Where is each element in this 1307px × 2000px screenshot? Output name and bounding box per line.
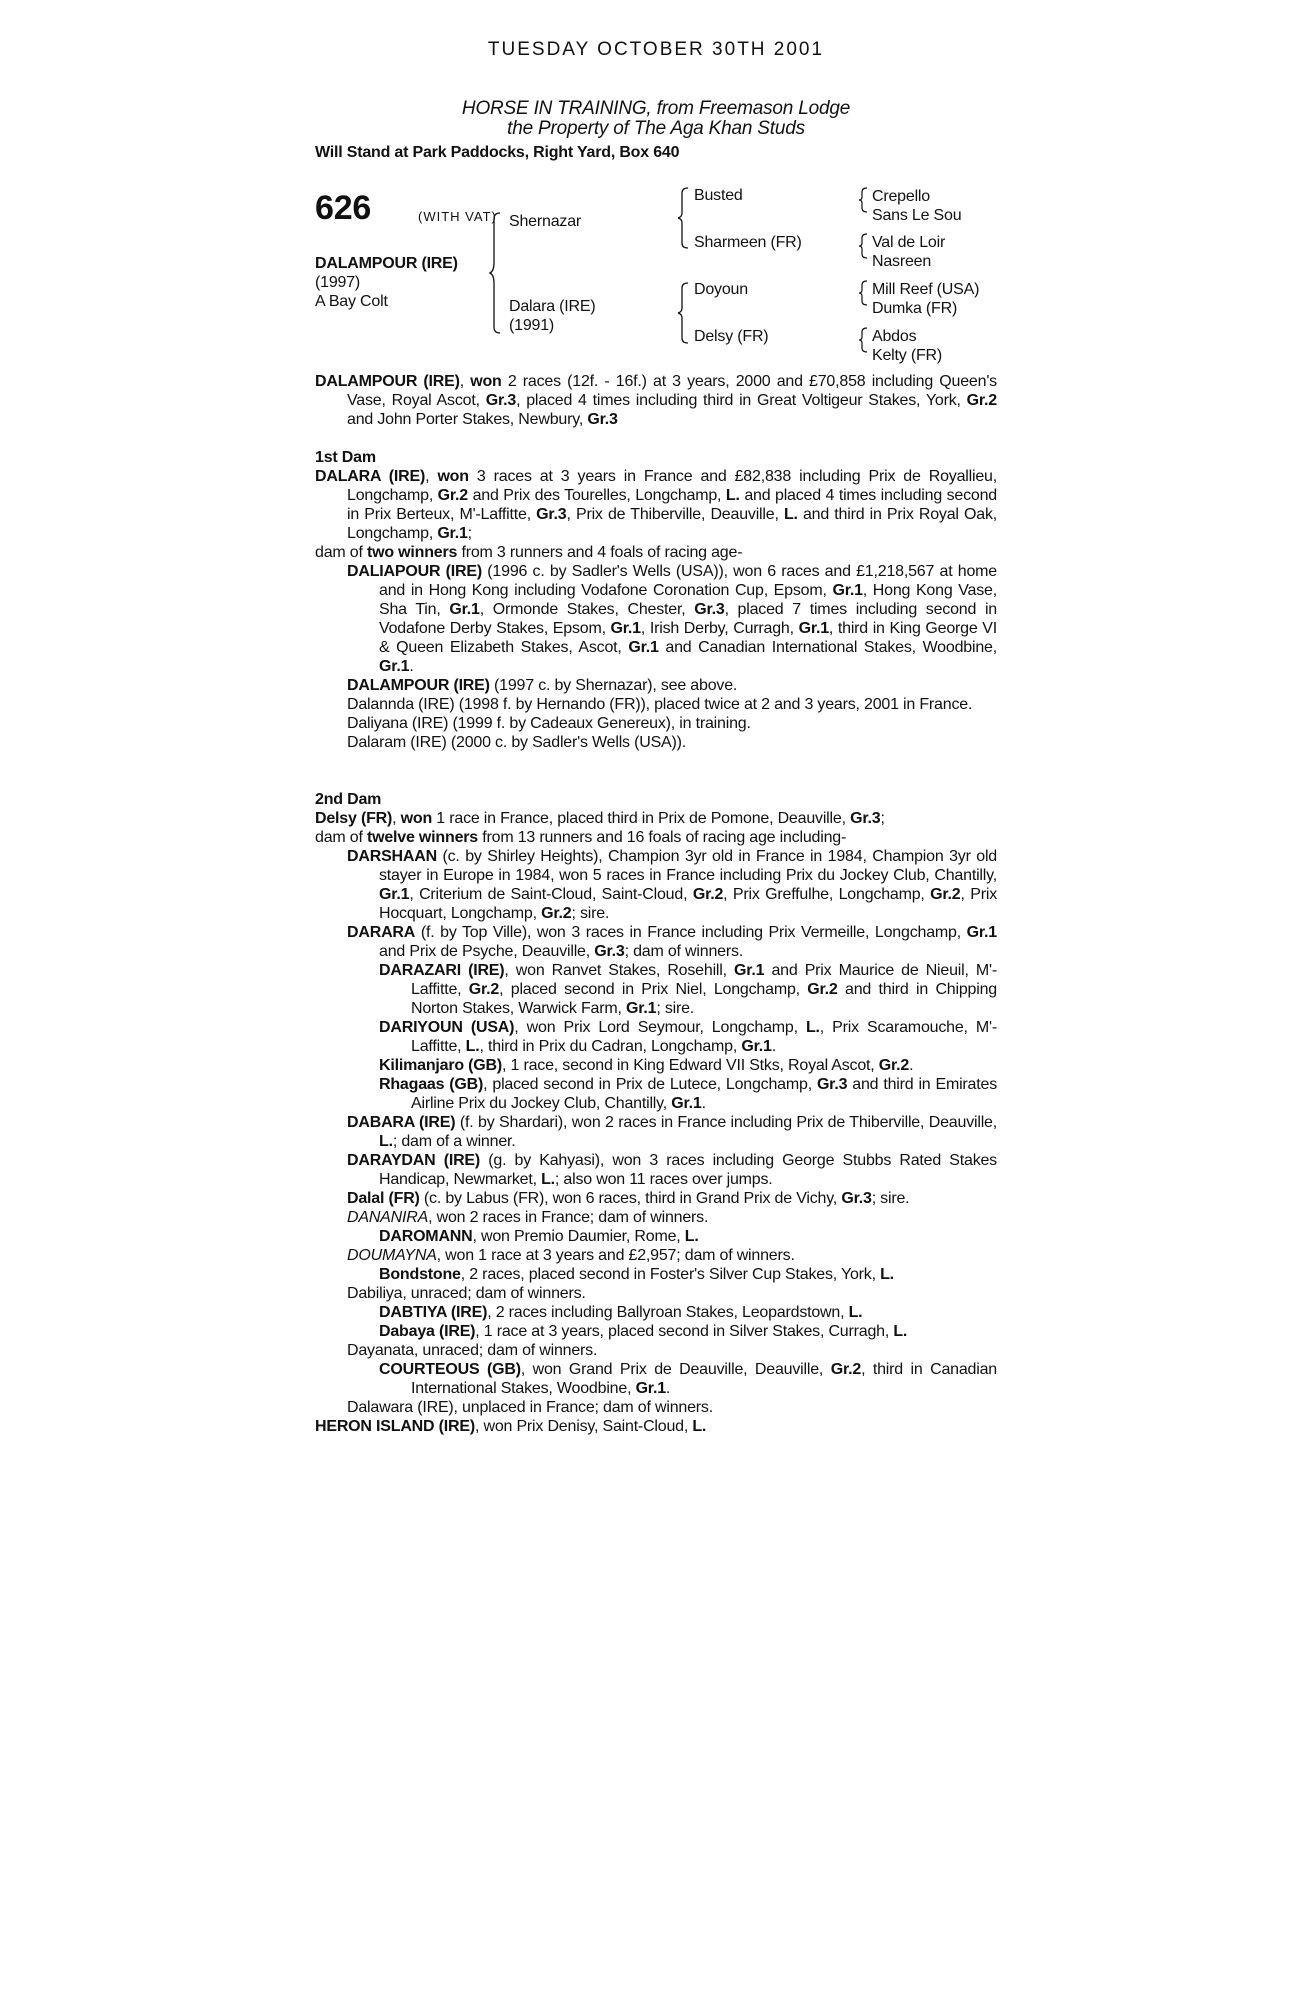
pedigree-brace-sire [678, 188, 690, 248]
pedigree-ssd: Sans Le Sou [872, 207, 962, 224]
lot-title-line2: the Property of The Aga Khan Studs [507, 118, 805, 139]
grand-produce-entry: Dabaya (IRE), 1 race at 3 years, placed second in Silver Stakes, Curragh, L. [379, 1323, 908, 1340]
grand-produce-entry: Rhagaas (GB), placed second in Prix de Lutece, Longchamp, Gr.3 and third in Emirates Airline Prix du Jockey Club, Chantilly, Gr.1. [379, 1076, 998, 1112]
vat-note: (WITH VAT) [418, 209, 497, 224]
horse-year: (1997) [315, 274, 361, 291]
record-text: and placed 4 times including second in Prix Berteux, M'-Laffitte, [347, 487, 998, 523]
produce-entry: DARARA (f. by Top Ville), won 3 races in France including Prix Vermeille, Longchamp, Gr.1 and Prix de Psyche, Deauville, Gr.3; dam of winners. [347, 924, 997, 960]
first-dam-heading: 1st Dam [315, 449, 376, 466]
pedigree-brace-dam [678, 283, 690, 343]
sale-date: TUESDAY OCTOBER 30TH 2001 [487, 39, 825, 60]
record-won: won [470, 373, 502, 390]
grade-label: Gr.2 [437, 487, 469, 504]
produce-entry: HERON ISLAND (IRE), won Prix Denisy, Saint-Cloud, L. [315, 1418, 707, 1435]
pedigree-dam: Dalara (IRE) [509, 298, 596, 315]
grand-produce-entry: Bondstone, 2 races, placed second in Foster's Silver Cup Stakes, York, L. [379, 1266, 894, 1283]
pedigree-sire: Shernazar [509, 213, 582, 230]
pedigree-brace-dd [859, 328, 869, 352]
produce-entry: DALAMPOUR (IRE) (1997 c. by Shernazar), see above. [347, 677, 738, 694]
pedigree-sdd: Nasreen [872, 253, 932, 270]
produce-entry: DARAYDAN (IRE) (g. by Kahyasi), won 3 races including George Stubbs Rated Stakes Handicap, Newmarket, L.; also won 11 races over jumps. [347, 1152, 997, 1188]
produce-entry: DALIAPOUR (IRE) (1996 c. by Sadler's Wells (USA)), won 6 races and £1,218,567 at home and in Hong Kong including Vodafone Coronation Cup, Epsom, Gr.1, Hong Kong Vase, Sha Tin, Gr.1, Ormonde Stakes, Chester, Gr.3, placed 7 times including second in Vodafone Derby Stakes, Epsom, Gr.1, Irish Derby, Curragh, Gr.1, third in King George VI & Queen Elizabeth Stakes, Ascot, Gr.1 and Canadian International Stakes, Woodbine, Gr.1. [347, 563, 997, 675]
first-dam-produce-summary: dam of two winners from 3 runners and 4 foals of racing age- [315, 544, 743, 561]
record-text: and Prix des Tourelles, Longchamp, [468, 487, 726, 504]
racing-record: DALAMPOUR (IRE), won 2 races (12f. - 16f.) at 3 years, 2000 and £70,858 including Queen's Vase, Royal Ascot, Gr.3, placed 4 times including third in Great Voltigeur Stakes, York, Gr.2 and John Porter Stakes, Newbury, Gr.3 [315, 373, 997, 428]
pedigree-dss: Mill Reef (USA) [872, 281, 980, 298]
produce-entry: DOUMAYNA, won 1 race at 3 years and £2,957; dam of winners. [347, 1247, 795, 1264]
produce-entry: DABARA (IRE) (f. by Shardari), won 2 races in France including Prix de Thiberville, Deauville, L.; dam of a winner. [347, 1114, 998, 1150]
pedigree-sds: Val de Loir [872, 234, 946, 251]
first-dam-won: won [437, 468, 469, 485]
produce-entry: Dayanata, unraced; dam of winners. [347, 1342, 598, 1359]
produce-entry: Dabiliya, unraced; dam of winners. [347, 1285, 586, 1302]
produce-entry: Daliyana (IRE) (1999 f. by Cadeaux Genereux), in training. [347, 715, 751, 732]
grand-produce-entry: DARAZARI (IRE), won Ranvet Stakes, Rosehill, Gr.1 and Prix Maurice de Nieuil, M'-Laffitte, Gr.2, placed second in Prix Niel, Longchamp, Gr.2 and third in Chipping Norton Stakes, Warwick Farm, Gr.1; sire. [379, 962, 998, 1017]
grand-produce-entry: DAROMANN, won Premio Daumier, Rome, L. [379, 1228, 699, 1245]
grade-label: Gr.1 [437, 525, 468, 542]
second-dam-produce-summary: dam of twelve winners from 13 runners and 16 foals of racing age including- [315, 829, 847, 846]
horse-description: A Bay Colt [315, 293, 388, 310]
record-text: and third in Prix Royal Oak, Longchamp, [347, 506, 997, 542]
produce-entry: Dalal (FR) (c. by Labus (FR), won 6 races, third in Grand Prix de Vichy, Gr.3; sire. [347, 1190, 910, 1207]
grand-produce-entry: DABTIYA (IRE), 2 races including Ballyroan Stakes, Leopardstown, L. [379, 1304, 863, 1321]
grand-produce-entry: COURTEOUS (GB), won Grand Prix de Deauville, Deauville, Gr.2, third in Canadian International Stakes, Woodbine, Gr.1. [379, 1361, 997, 1397]
pedigree-brace-sd [859, 234, 869, 258]
pedigree-sire-sire: Busted [694, 187, 743, 204]
lot-number: 626 [315, 189, 372, 227]
produce-entry: Dalawara (IRE), unplaced in France; dam of winners. [347, 1399, 713, 1416]
produce-entry: DANANIRA, won 2 races in France; dam of winners. [347, 1209, 709, 1226]
pedigree-dam-year: (1991) [509, 317, 555, 334]
horse-name: DALAMPOUR (IRE) [315, 255, 458, 272]
record-text: , placed 4 times including third in Great Voltigeur Stakes, York, [516, 392, 967, 409]
grade-label: L. [783, 506, 798, 523]
first-dam-name: DALARA (IRE) [315, 468, 426, 485]
grade-label: Gr.3 [587, 411, 618, 428]
produce-entry: DARSHAAN (c. by Shirley Heights), Champion 3yr old in France in 1984, Champion 3yr old stayer in Europe in 1984, won 5 races in France including Prix du Jockey Club, Chantilly, Gr.1, Criterium de Saint-Cloud, Saint-Cloud, Gr.2, Prix Greffulhe, Longchamp, Gr.2, Prix Hocquart, Longchamp, Gr.2; sire. [347, 848, 998, 922]
second-dam-heading: 2nd Dam [315, 791, 382, 808]
pedigree-ddd: Kelty (FR) [872, 347, 943, 364]
pedigree-brace-main [490, 213, 502, 333]
grand-produce-entry: DARIYOUN (USA), won Prix Lord Seymour, Longchamp, L., Prix Scaramouche, M'-Laffitte, L., third in Prix du Cadran, Longchamp, Gr.1. [379, 1019, 997, 1055]
record-text: ; [467, 525, 472, 542]
second-dam-name: Delsy (FR) [315, 810, 393, 827]
stabling-location: Will Stand at Park Paddocks, Right Yard, Box 640 [315, 144, 680, 161]
produce-entry: Dalannda (IRE) (1998 f. by Hernando (FR)), placed twice at 2 and 3 years, 2001 in France. [347, 696, 973, 713]
pedigree-dds: Abdos [872, 328, 917, 345]
grade-label: Gr.3 [536, 506, 567, 523]
grade-label: Gr.3 [485, 392, 517, 409]
record-text: 2 races (12f. - 16f.) at 3 years, 2000 and £70,858 including Queen's Vase, Royal Ascot, [347, 373, 997, 409]
record-text: 3 races at 3 years in France and £82,838 including Prix de Royallieu, Longchamp, [347, 468, 997, 504]
produce-entry: Dalaram (IRE) (2000 c. by Sadler's Wells (USA)). [347, 734, 687, 751]
lot-title-line1: HORSE IN TRAINING, from Freemason Lodge [461, 98, 851, 119]
pedigree-sire-dam: Sharmeen (FR) [694, 234, 802, 251]
pedigree-dam-sire: Doyoun [694, 281, 748, 298]
pedigree-brace-ss [859, 188, 869, 212]
pedigree-brace-ds [859, 281, 869, 305]
record-horse-name: DALAMPOUR (IRE) [315, 373, 460, 390]
record-text: and John Porter Stakes, Newbury, [347, 411, 588, 428]
second-dam-section: 2nd Dam Delsy (FR), won 1 race in France, placed third in Prix de Pomone, Deauville, Gr.3; dam of twelve winners from 13 runners and 16 foals of racing age including- DARSHAAN (c. by Shirley Heights), Champion 3yr old in France in 1984, Champion 3yr old stayer in Europe in 1984, won 5 races in France including Prix du Jockey Club, Chantilly, Gr.1, Criterium de Saint-Cloud, Saint-Cloud, Gr.2, Prix Greffulhe, Longchamp, Gr.2, Prix Hocquart, Longchamp, Gr.2; sire. DARARA (f. by Top Ville), won 3 races in France including Prix Vermeille, Longchamp, Gr.1 and Prix de Psyche, Deauville, Gr.3; dam of winners. DARAZARI (IRE), won Ranvet Stakes, Rosehill, Gr.1 and Prix Maurice de Nieuil, M'-Laffitte, Gr.2, placed second in Prix Niel, Longchamp, Gr.2 and third in Chipping Norton Stakes, Warwick Farm, Gr.1; sire. DARIYOUN (USA), won Prix Lord Seymour, Longchamp, L., Prix Scaramouche, M'-Laffitte, L., third in Prix du Cadran, Longchamp, Gr.1. Kilimanjaro (GB), 1 race, second in King Edward VII Stks, Royal Ascot, Gr.2. Rhagaas (GB), placed second in Prix de Lutece, Longchamp, Gr.3 and third in Emirates Airline Prix du Jockey Club, Chantilly, Gr.1. DABARA (IRE) (f. by Shardari), won 2 races in France including Prix de Thiberville, Deauville, L.; dam of a winner. DARAYDAN (IRE) (g. by Kahyasi), won 3 races including George Stubbs Rated Stakes Handicap, Newmarket, L.; also won 11 races over jumps. Dalal (FR) (c. by Labus (FR), won 6 races, third in Grand Prix de Vichy, Gr.3; sire. DANANIRA, won 2 races in France; dam of winners. DAROMANN, won Premio Daumier, Rome, L. DOUMAYNA, won 1 race at 3 years and £2,957; dam of winners. Bondstone, 2 races, placed second in Foster's Silver Cup Stakes, York, L. Dabiliya, unraced; dam of winners. DABTIYA (IRE), 2 races including Ballyroan Stakes, Leopardstown, L. Dabaya (IRE), 1 race at 3 years, placed second in Silver Stakes, Curragh, L. Dayanata, unraced; dam of winners. COURTEOUS (GB), won Grand Prix de Deauville, Deauville, Gr.2, third in Canadian International Stakes, Woodbine, Gr.1. Dalawara (IRE), unplaced in France; dam of winners. HERON ISLAND (IRE), won Prix Denisy, Saint-Cloud, L. [315, 791, 998, 1435]
record-text: , Prix de Thiberville, Deauville, [566, 506, 784, 523]
pedigree-dsd: Dumka (FR) [872, 300, 958, 317]
first-dam-section: 1st Dam DALARA (IRE), won 3 races at 3 years in France and £82,838 including Prix de Royallieu, Longchamp, Gr.2 and Prix des Tourelles, Longchamp, L. and placed 4 times including second in Prix Berteux, M'-Laffitte, Gr.3, Prix de Thiberville, Deauville, L. and third in Prix Royal Oak, Longchamp, Gr.1; dam of two winners from 3 runners and 4 foals of racing age- DALIAPOUR (IRE) (1996 c. by Sadler's Wells (USA)), won 6 races and £1,218,567 at home and in Hong Kong including Vodafone Coronation Cup, Epsom, Gr.1, Hong Kong Vase, Sha Tin, Gr.1, Ormonde Stakes, Chester, Gr.3, placed 7 times including second in Vodafone Derby Stakes, Epsom, Gr.1, Irish Derby, Curragh, Gr.1, third in King George VI & Queen Elizabeth Stakes, Ascot, Gr.1 and Canadian International Stakes, Woodbine, Gr.1. DALAMPOUR (IRE) (1997 c. by Shernazar), see above. Dalannda (IRE) (1998 f. by Hernando (FR)), placed twice at 2 and 3 years, 2001 in France. Daliyana (IRE) (1999 f. by Cadeaux Genereux), in training. Dalaram (IRE) (2000 c. by Sadler's Wells (USA)). [315, 449, 998, 751]
grade-label: Gr.2 [966, 392, 997, 409]
second-dam-won: won [400, 810, 433, 827]
grand-produce-entry: Kilimanjaro (GB), 1 race, second in King Edward VII Stks, Royal Ascot, Gr.2. [379, 1057, 914, 1074]
pedigree-dam-dam: Delsy (FR) [694, 328, 769, 345]
grade-label: L. [725, 487, 740, 504]
pedigree-sss: Crepello [872, 188, 930, 205]
